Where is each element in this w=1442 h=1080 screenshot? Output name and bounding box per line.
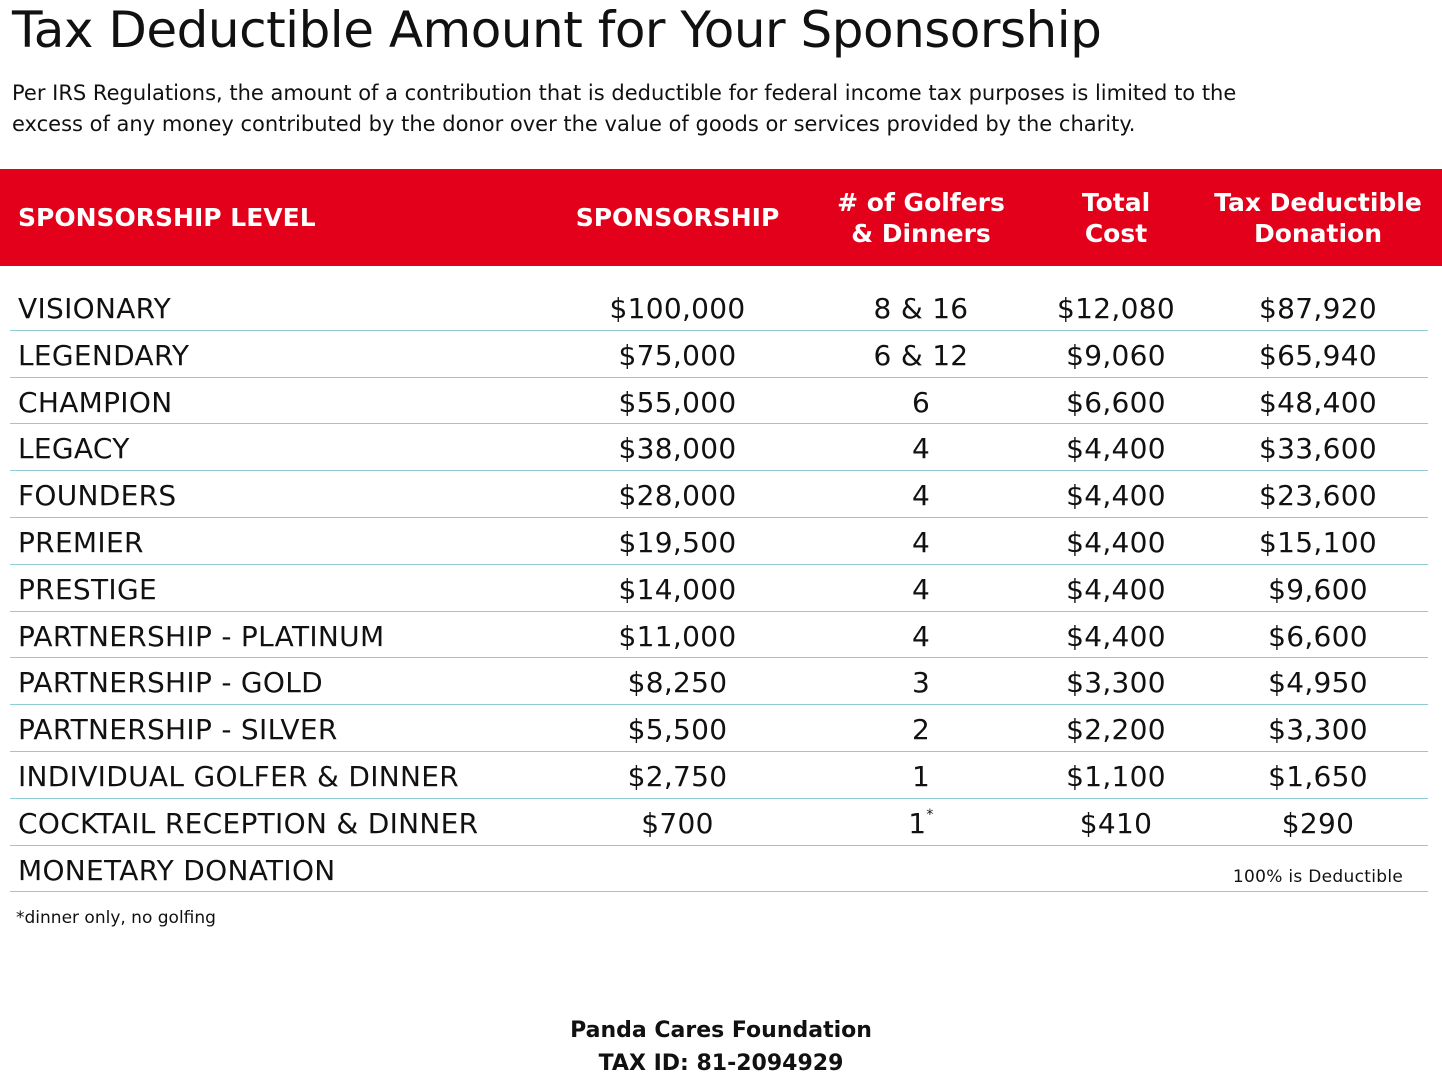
header-total-cost [1040, 169, 1192, 266]
sponsorship-table-body [0, 284, 1442, 892]
deductible-cell: $65,940 [1259, 338, 1377, 372]
total-cost-cell: $2,200 [1066, 713, 1166, 747]
header-golfers-line1: # of Golfers [837, 187, 1005, 217]
total-cost-cell: $3,300 [1066, 666, 1166, 700]
total-cost-cell: $12,080 [1057, 292, 1175, 325]
deductible-cell: $15,100 [1259, 525, 1377, 559]
table-row [0, 705, 1442, 752]
level-cell: PRESTIGE [18, 572, 157, 606]
header-golfers-dinners [815, 169, 1027, 266]
footnote: *dinner only, no golfing [16, 908, 216, 928]
sponsorship-cell: $28,000 [618, 479, 737, 513]
golfers-cell: 4 [911, 572, 931, 606]
table-row [0, 518, 1442, 565]
total-cost-cell: $4,400 [1066, 572, 1166, 606]
table-row [0, 565, 1442, 612]
sponsorship-cell: $38,000 [618, 432, 737, 466]
header-sponsorship-level: SPONSORSHIP LEVEL [18, 203, 316, 232]
level-cell: CHAMPION [18, 385, 173, 419]
level-cell: LEGENDARY [18, 338, 190, 372]
sponsorship-cell: $11,000 [618, 619, 737, 653]
intro-line-2: excess of any money contributed by the donor over the value of goods or services provided by the charity. [12, 112, 1136, 136]
sponsorship-cell: $100,000 [609, 292, 746, 325]
level-cell: INDIVIDUAL GOLFER & DINNER [18, 759, 460, 793]
table-row-monetary-donation [0, 846, 1442, 893]
sponsorship-cell: $8,250 [627, 666, 728, 700]
deductible-cell: $4,950 [1268, 666, 1368, 700]
deductible-cell: $1,650 [1268, 759, 1368, 793]
table-header [0, 169, 1442, 266]
golfers-cell: 2 [911, 713, 931, 747]
tax-id: TAX ID: 81-2094929 [598, 1051, 844, 1076]
total-cost-cell: $6,600 [1066, 385, 1166, 419]
total-cost-cell: $410 [1079, 806, 1153, 840]
level-cell: VISIONARY [18, 292, 172, 325]
header-deductible-line1: Tax Deductible [1214, 187, 1422, 217]
deductible-cell: $87,920 [1259, 292, 1377, 325]
total-cost-cell: $4,400 [1066, 479, 1166, 513]
header-total-line2: Cost [1084, 218, 1148, 248]
golfers-cell: 6 & 12 [873, 338, 969, 372]
deductible-cell: $9,600 [1268, 572, 1368, 606]
deductible-cell: $23,600 [1259, 479, 1377, 513]
sponsorship-cell: $14,000 [618, 572, 737, 606]
level-cell: MONETARY DONATION [18, 853, 336, 887]
golfers-cell: 8 & 16 [873, 292, 969, 325]
golfers-cell: 6 [911, 385, 931, 419]
table-row [0, 658, 1442, 705]
golfers-cell: 1 [911, 759, 931, 793]
level-cell: COCKTAIL RECEPTION & DINNER [18, 806, 479, 840]
table-row [0, 799, 1442, 846]
golfers-cell: 4 [911, 525, 931, 559]
deductible-cell: $6,600 [1268, 619, 1368, 653]
table-row [0, 471, 1442, 518]
dinner-only-asterisk: * [926, 806, 934, 823]
deductible-cell: $48,400 [1259, 385, 1377, 419]
level-cell: FOUNDERS [18, 479, 177, 513]
level-cell: PARTNERSHIP - SILVER [18, 713, 338, 747]
deductible-cell: $3,300 [1268, 713, 1368, 747]
organization-name: Panda Cares Foundation [570, 1018, 872, 1043]
header-golfers-line2: & Dinners [851, 218, 991, 248]
level-cell: LEGACY [18, 432, 130, 466]
total-cost-cell: $1,100 [1066, 759, 1166, 793]
sponsorship-cell: $19,500 [618, 525, 737, 559]
golfers-cell: 3 [911, 666, 931, 700]
golfers-cell [815, 805, 1027, 843]
total-cost-cell: $9,060 [1066, 338, 1166, 372]
golfers-cell: 4 [911, 479, 931, 513]
level-cell: PARTNERSHIP - GOLD [18, 666, 324, 700]
intro-line-1: Per IRS Regulations, the amount of a contribution that is deductible for federal income tax purposes is limited to the [12, 81, 1237, 105]
organization-info [0, 1014, 1442, 1080]
deductible-cell: 100% is Deductible [1232, 866, 1404, 887]
header-deductible-line2: Donation [1253, 218, 1383, 248]
header-sponsorship: SPONSORSHIP [575, 203, 780, 232]
sponsorship-cell: $700 [641, 806, 714, 840]
level-cell: PARTNERSHIP - PLATINUM [18, 619, 385, 653]
deductible-cell: $290 [1281, 806, 1355, 840]
golfers-cell: 4 [911, 619, 931, 653]
total-cost-cell: $4,400 [1066, 525, 1166, 559]
sponsorship-cell: $75,000 [618, 338, 737, 372]
golfers-cell: 4 [911, 432, 931, 466]
sponsorship-cell: $5,500 [627, 713, 728, 747]
deductible-cell: $33,600 [1259, 432, 1377, 466]
table-row [0, 612, 1442, 659]
irs-intro-text [12, 78, 1412, 140]
table-row [0, 331, 1442, 378]
table-row [0, 752, 1442, 799]
golfers-value: 1 [908, 806, 927, 840]
total-cost-cell: $4,400 [1066, 619, 1166, 653]
table-row [0, 284, 1442, 331]
table-row [0, 378, 1442, 425]
sponsorship-cell: $55,000 [618, 385, 737, 419]
level-cell: PREMIER [18, 525, 144, 559]
page-title: Tax Deductible Amount for Your Sponsorship [12, 1, 1102, 59]
header-total-line1: Total [1081, 187, 1151, 217]
sponsorship-cell: $2,750 [627, 759, 728, 793]
table-row [0, 424, 1442, 471]
header-tax-deductible [1200, 169, 1436, 266]
total-cost-cell: $4,400 [1066, 432, 1166, 466]
